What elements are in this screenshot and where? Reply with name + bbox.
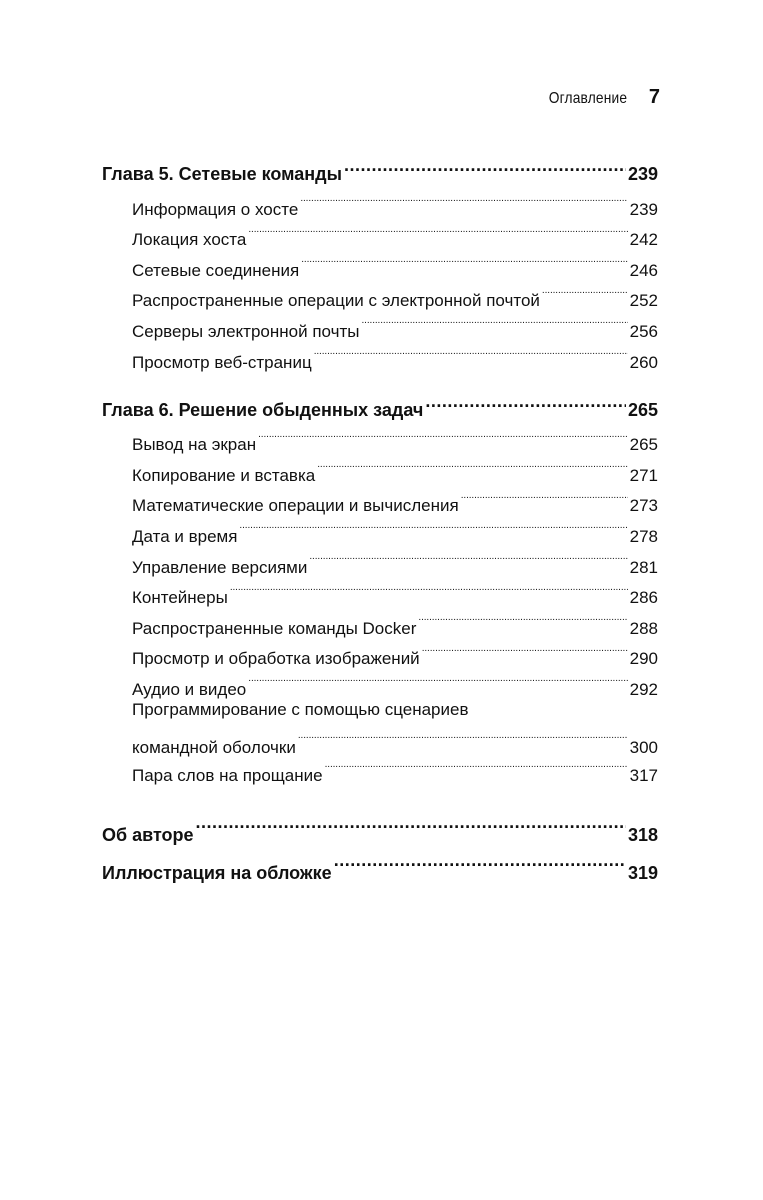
toc-section-title: Пара слов на прощание [132,765,323,785]
dot-leader [309,542,627,573]
dot-leader [314,337,628,368]
toc-chapter-title: Глава 6. Решение обыденных задач [102,399,424,420]
toc-section-title: Локация хоста [132,230,247,250]
dot-leader [230,573,628,604]
dot-leader [425,386,626,416]
toc-section-page: 273 [629,496,658,516]
toc-section-title: Просмотр и обработка изображений [132,649,420,669]
toc-section-title-line1[interactable]: Программирование с помощью сценариев [132,699,469,719]
toc-section-title: Распространенные операции с электронной почтой [132,291,540,311]
toc-chapter-5[interactable] [102,150,658,184]
toc-section-page: 246 [629,260,658,280]
dot-leader [248,664,627,695]
dot-leader [422,634,628,665]
toc-section-page: 300 [629,737,658,757]
toc-section-title: Управление версиями [132,557,308,577]
toc-section-page: 260 [629,352,658,372]
toc-chapter-title: Глава 5. Сетевые команды [102,164,342,184]
toc-section-page: 242 [629,230,658,250]
toc-section-page: 292 [629,679,658,699]
toc-section-title: Аудио и видео [132,679,247,699]
dot-leader [298,722,628,753]
dot-leader [334,841,626,879]
toc-chapter-page: 319 [627,862,658,883]
dot-leader [258,420,628,451]
dot-leader [248,215,627,246]
dot-leader [196,803,626,841]
dot-leader [344,150,626,180]
dot-leader [461,481,628,512]
dot-leader [418,603,627,634]
toc-chapter-title: Об авторе [102,824,194,845]
toc-section-title: Распространенные команды Docker [132,618,417,638]
dot-leader [542,276,628,307]
toc-section-title-line2: командной оболочки [132,737,296,757]
toc-section-title: Вывод на экран [132,435,257,455]
table-of-contents [102,150,658,883]
toc-chapter-page: 318 [627,824,658,845]
toc-section-title: Контейнеры [132,588,228,608]
dot-leader [361,306,627,337]
dot-leader [300,184,627,215]
dot-leader [301,245,627,276]
page-number: 7 [648,86,660,108]
toc-section-title: Копирование и вставка [132,465,316,485]
toc-chapter-page: 239 [627,164,658,184]
toc-section-page: 288 [629,618,658,638]
toc-section-page: 290 [629,649,658,669]
toc-section-title: Сетевые соединения [132,260,300,280]
toc-chapter-6[interactable] [102,386,658,420]
toc-section-page: 278 [629,526,658,546]
toc-section-page: 256 [629,321,658,341]
toc-section-title: Просмотр веб-страниц [132,352,312,372]
dot-leader [239,511,627,542]
toc-chapter-page: 265 [627,399,658,420]
running-header-title: Оглавление [548,90,627,107]
toc-section-title: Математические операции и вычисления [132,496,459,516]
toc-section-page: 252 [629,291,658,311]
toc-section-title: Информация о хосте [132,199,299,219]
running-header [0,86,660,116]
toc-section[interactable] [102,722,658,757]
toc-section-page: 265 [629,435,658,455]
toc-section-page: 239 [629,199,658,219]
toc-section-title: Серверы электронной почты [132,321,360,341]
toc-section-page: 271 [629,465,658,485]
dot-leader [317,450,627,481]
toc-section-page: 317 [629,765,658,785]
toc-chapter-title: Иллюстрация на обложке [102,862,332,883]
toc-section-page: 286 [629,588,658,608]
toc-section-page: 281 [629,557,658,577]
toc-about-author[interactable] [102,803,658,845]
toc-section-title: Дата и время [132,526,238,546]
dot-leader [325,750,628,781]
